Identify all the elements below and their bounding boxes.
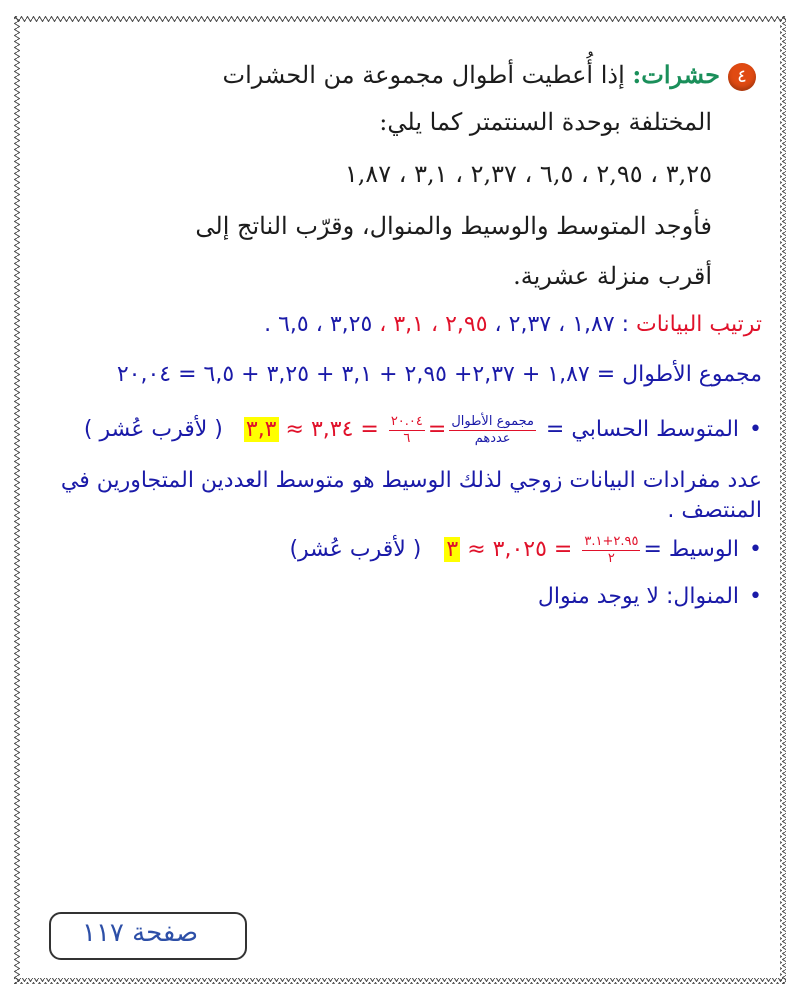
mean-equals: =	[427, 417, 447, 442]
mode-bullet	[739, 584, 762, 609]
median-fraction	[582, 534, 640, 567]
sum-line: مجموع الأطوال = ١,٨٧ + ٢,٣٧+ ٢,٩٥ + ٣,١ + ٣,٢٥ + ٦,٥ = ٢٠,٠٤	[116, 362, 762, 387]
median-rounding-note: ( لأقرب عُشر)	[289, 537, 422, 562]
median-numerator: ٢.٩٥+٣.١	[584, 533, 639, 549]
exercise-text-4: فأوجد المتوسط والوسيط والمنوال، وقرّب الناتج إلى	[195, 212, 712, 240]
exercise-text-2: المختلفة بوحدة السنتمتر كما يلي:	[379, 108, 712, 136]
mean-formula-numerator: مجموع الأطوال	[451, 413, 534, 429]
exercise-text-5: أقرب منزلة عشرية.	[513, 262, 712, 290]
median-denominator: ٢	[607, 550, 615, 566]
mean-formula-denominator: عددهم	[474, 430, 511, 446]
ordering-line	[264, 312, 762, 337]
mean-value-fraction	[389, 414, 425, 447]
exercise-text-1: إذا أُعطيت أطوال مجموعة من الحشرات	[222, 61, 625, 89]
mean-formula-fraction	[449, 414, 536, 447]
median-result: = ٣,٠٢٥ ≈	[460, 537, 580, 562]
exercise-line-1	[223, 60, 757, 91]
mode-line	[538, 584, 762, 609]
ordering-values-1: ١,٨٧ ، ٢,٣٧ ،	[487, 312, 615, 337]
ordering-colon: :	[614, 312, 637, 337]
even-count-note: عدد مفرادات البيانات زوجي لذلك الوسيط هو متوسط العددين المتجاورين في المنتصف .	[60, 468, 762, 523]
median-label: الوسيط =	[643, 537, 740, 562]
mean-rounded-highlight: ٣,٣	[245, 417, 277, 442]
exercise-number-badge: ٤	[728, 63, 756, 91]
median-line	[289, 530, 762, 570]
median-bullet	[739, 537, 762, 562]
exercise-label: حشرات	[641, 60, 720, 89]
mean-result: = ٣,٣٤ ≈	[278, 417, 386, 442]
mean-label: المتوسط الحسابي =	[538, 417, 740, 442]
mean-value-numerator: ٢٠.٠٤	[390, 413, 423, 429]
median-rounded-highlight: ٣	[446, 537, 459, 562]
page-number-label: صفحة ١١٧	[82, 918, 199, 948]
mean-value-denominator: ٦	[403, 430, 411, 446]
exercise-data-values: ٣,٢٥ ، ٢,٩٥ ، ٦,٥ ، ٢,٣٧ ، ٣,١ ، ١,٨٧	[344, 160, 712, 188]
ordering-label: ترتيب البيانات	[636, 312, 762, 337]
mean-rounding-note: ( لأقرب عُشر )	[83, 417, 223, 442]
ordering-values-3: ٣,٢٥ ، ٦,٥ .	[264, 312, 373, 337]
mean-line	[84, 410, 762, 450]
ordering-values-middle: ٢,٩٥ ، ٣,١ ،	[372, 312, 488, 337]
exercise-label-colon: :	[632, 60, 642, 89]
mean-bullet	[739, 417, 762, 442]
mode-text: المنوال: لا يوجد منوال	[537, 584, 740, 609]
